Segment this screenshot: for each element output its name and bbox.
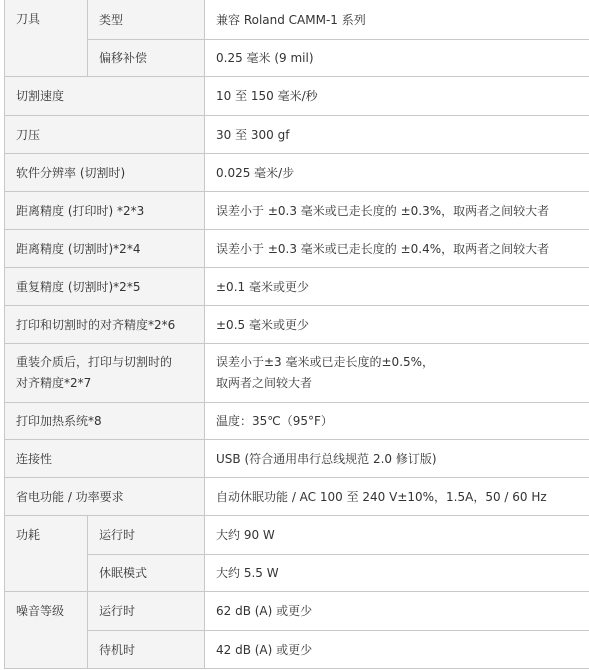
spec-row-power-saving	[5, 478, 589, 516]
spec-value-repeat-acc: ±0.1 毫米或更少	[205, 268, 589, 306]
spec-label-realign-acc-line1: 重装介质后，打印与切割时的	[16, 355, 173, 369]
spec-value-tool-type: 兼容 Roland CAMM-1 系列	[205, 0, 589, 40]
spec-row-heater	[5, 403, 589, 440]
spec-row-align-acc	[5, 306, 589, 344]
spec-value-consumption-running: 大约 90 W	[205, 516, 589, 555]
spec-label-connectivity: 连接性	[5, 440, 205, 478]
spec-row-cut-speed	[5, 77, 589, 116]
spec-label-align-acc: 打印和切割时的对齐精度*2*6	[5, 306, 205, 344]
spec-label-dist-acc-print: 距离精度 (打印时) *2*3	[5, 192, 205, 230]
spec-value-power-saving: 自动休眠功能 / AC 100 至 240 V±10%，1.5A，50 / 60 Hz	[205, 478, 589, 516]
spec-value-heater: 温度：35℃（95°F）	[205, 403, 589, 440]
spec-sublabel-tool-offset: 偏移补偿	[88, 40, 205, 77]
spec-label-consumption: 功耗	[5, 516, 88, 592]
spec-label-resolution: 软件分辨率 (切割时)	[5, 154, 205, 192]
spec-row-tool-type	[5, 0, 589, 40]
spec-value-dist-acc-cut: 误差小于 ±0.3 毫米或已走长度的 ±0.4%，取两者之间较大者	[205, 230, 589, 268]
spec-label-noise: 噪音等级	[5, 592, 88, 669]
spec-sublabel-tool-type: 类型	[88, 0, 205, 40]
spec-row-consumption-sleep	[5, 555, 589, 592]
spec-value-noise-standby: 42 dB (A) 或更少	[205, 631, 589, 669]
spec-label-realign-acc-line2: 对齐精度*2*7	[16, 376, 92, 390]
spec-row-realign-acc	[5, 344, 589, 403]
spec-value-realign-acc-line1: 误差小于±3 毫米或已走长度的±0.5%，	[216, 355, 435, 369]
spec-sublabel-consumption-running: 运行时	[88, 516, 205, 555]
spec-row-consumption-running	[5, 516, 589, 555]
spec-sublabel-noise-running: 运行时	[88, 592, 205, 631]
spec-label-tool: 刀具	[5, 0, 88, 77]
spec-row-blade-force	[5, 116, 589, 154]
spec-value-blade-force: 30 至 300 gf	[205, 116, 589, 154]
spec-value-align-acc: ±0.5 毫米或更少	[205, 306, 589, 344]
spec-value-cut-speed: 10 至 150 毫米/秒	[205, 77, 589, 116]
spec-label-dist-acc-cut: 距离精度 (切割时)*2*4	[5, 230, 205, 268]
spec-row-resolution	[5, 154, 589, 192]
spec-row-tool-offset	[5, 40, 589, 77]
spec-label-heater: 打印加热系统*8	[5, 403, 205, 440]
spec-value-realign-acc-line2: 取两者之间较大者	[216, 376, 313, 390]
spec-row-dist-acc-print	[5, 192, 589, 230]
spec-value-connectivity: USB (符合通用串行总线规范 2.0 修订版)	[205, 440, 589, 478]
spec-label-power-saving: 省电功能 / 功率要求	[5, 478, 205, 516]
spec-row-repeat-acc	[5, 268, 589, 306]
spec-row-noise-running	[5, 592, 589, 631]
spec-sublabel-noise-standby: 待机时	[88, 631, 205, 669]
spec-label-repeat-acc: 重复精度 (切割时)*2*5	[5, 268, 205, 306]
spec-value-noise-running: 62 dB (A) 或更少	[205, 592, 589, 631]
spec-value-realign-acc	[205, 344, 589, 403]
spec-row-dist-acc-cut	[5, 230, 589, 268]
spec-row-noise-standby	[5, 631, 589, 669]
spec-value-resolution: 0.025 毫米/步	[205, 154, 589, 192]
spec-table	[4, 0, 589, 669]
spec-label-cut-speed: 切割速度	[5, 77, 205, 116]
spec-value-consumption-sleep: 大约 5.5 W	[205, 555, 589, 592]
spec-value-dist-acc-print: 误差小于 ±0.3 毫米或已走长度的 ±0.3%，取两者之间较大者	[205, 192, 589, 230]
spec-label-blade-force: 刀压	[5, 116, 205, 154]
spec-row-connectivity	[5, 440, 589, 478]
spec-value-tool-offset: 0.25 毫米 (9 mil)	[205, 40, 589, 77]
spec-sublabel-consumption-sleep: 休眠模式	[88, 555, 205, 592]
spec-label-realign-acc	[5, 344, 205, 403]
